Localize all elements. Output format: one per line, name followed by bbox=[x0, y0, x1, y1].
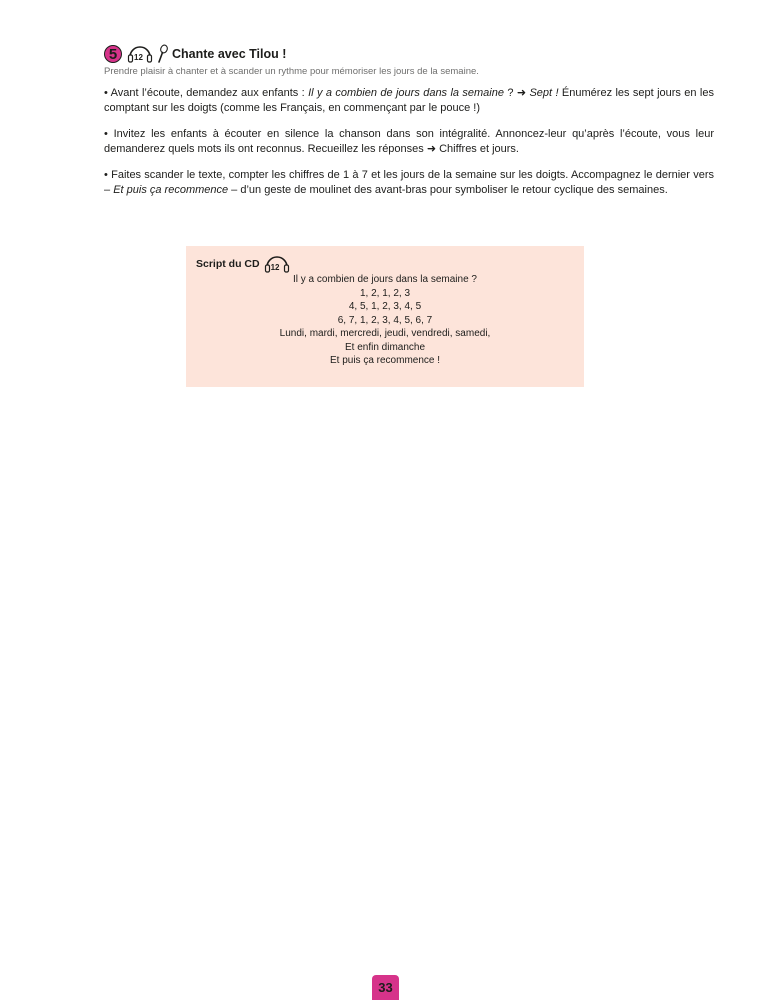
script-title: Script du CD bbox=[196, 258, 260, 270]
headphones-icon bbox=[264, 254, 290, 274]
lyric-line: 4, 5, 1, 2, 3, 4, 5 bbox=[348, 301, 422, 312]
microphone-icon bbox=[156, 44, 168, 64]
lyric-line: Il y a combien de jours dans la semaine ? bbox=[293, 274, 477, 285]
instruction-paragraph-3 bbox=[104, 168, 714, 198]
lyric-line: Et puis ça recommence ! bbox=[329, 355, 441, 366]
lyric-line: Lundi, mardi, mercredi, jeudi, vendredi, samedi, bbox=[279, 328, 491, 339]
p3-text-a: • Faites scander le texte, compter les chiffres de 1 à 7 et les jours de la semaine sur les doigts. Accompagnez le dernier vers – bbox=[104, 169, 714, 196]
p1-question: Il y a combien de jours dans la semaine bbox=[308, 87, 504, 99]
lyrics bbox=[186, 273, 584, 368]
activity-title: Chante avec Tilou ! bbox=[172, 47, 287, 61]
instruction-paragraph-2: • Invitez les enfants à écouter en silence la chanson dans son intégralité. Annoncez-leur qu’après l’écoute, vous leur demanderez quels mots ils ont reconnus. Recueillez les réponses ➜ Chiffres et jours. bbox=[104, 128, 714, 155]
lyric-line: 1, 2, 1, 2, 3 bbox=[359, 287, 411, 299]
lyric-line: 6, 7, 1, 2, 3, 4, 5, 6, 7 bbox=[337, 314, 433, 326]
script-header bbox=[196, 254, 290, 274]
page-number: 33 bbox=[372, 975, 399, 1000]
p1-text-a: • Avant l’écoute, demandez aux enfants : bbox=[104, 87, 309, 99]
instruction-paragraph-1 bbox=[104, 86, 714, 116]
activity-number-badge: 5 bbox=[104, 45, 122, 63]
cd-script-box bbox=[186, 246, 584, 387]
track-number: 12 bbox=[134, 53, 143, 62]
activity-header bbox=[104, 44, 286, 64]
lyric-line: Et enfin dimanche bbox=[344, 341, 426, 353]
p3-verse: Et puis ça recommence bbox=[113, 184, 229, 196]
p1-text-e: Énumérez les sept jours en les comptant sur les doigts (comme les Français, en commençant par le pouce !) bbox=[104, 87, 714, 114]
p3-text-c: – d’un geste de moulinet des avant-bras pour symboliser le retour cyclique des semaines. bbox=[228, 184, 668, 196]
script-track-number: 12 bbox=[270, 263, 280, 272]
p1-text-c: ? ➜ bbox=[503, 87, 530, 99]
headphones-icon bbox=[127, 44, 153, 64]
p1-answer: Sept ! bbox=[529, 87, 559, 99]
activity-subtitle: Prendre plaisir à chanter et à scander un rythme pour mémoriser les jours de la semaine. bbox=[104, 66, 479, 77]
